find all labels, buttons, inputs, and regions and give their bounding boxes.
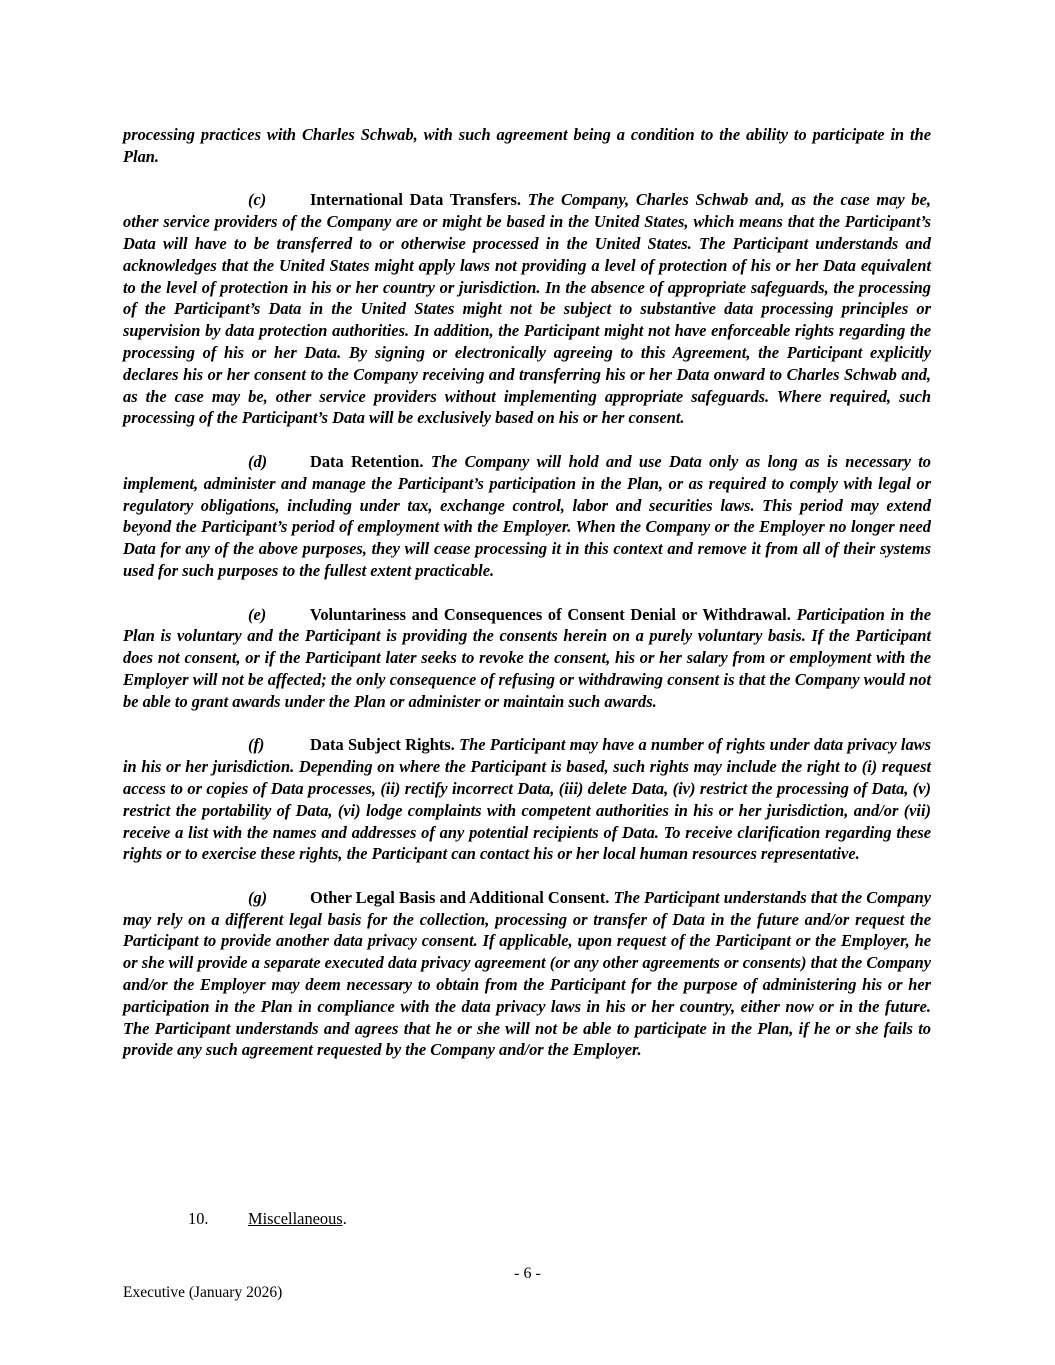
paragraph-d <box>123 451 931 582</box>
paragraph-e <box>123 604 931 713</box>
document-body <box>123 124 931 1083</box>
paragraph-f <box>123 734 931 865</box>
paragraph-label: (g) <box>248 887 268 907</box>
footer-text: Executive (January 2026) <box>123 1284 283 1301</box>
paragraph-body: Participation in the Plan is voluntary and the Participant is providing the consents herein on a purely voluntary basis. If the Participant does not consent, or if the Participant later seeks to revoke the consent, his or her salary from or employment with the Employer will not be affected; the only consequence of refusing or withdrawing consent is that the Company would not be able to grant awards under the Plan or administer or maintain such awards. <box>123 604 931 711</box>
paragraph-heading: Other Legal Basis and Additional Consent. <box>310 887 610 907</box>
paragraph-label: (d) <box>248 451 268 471</box>
paragraph-heading: Data Retention. <box>310 451 424 471</box>
page-number: - 6 - <box>514 1265 541 1282</box>
paragraph-heading: Voluntariness and Consequences of Consent Denial or Withdrawal. <box>310 604 791 624</box>
paragraph-body: The Participant understands that the Company may rely on a different legal basis for the collection, processing or transfer of Data in the future and/or request the Participant to provide another data privacy consent. If applicable, upon request of the Participant or the Employer, he or she will provide a separate executed data privacy agreement (or any other agreements or consents) that the Company and/or the Employer may deem necessary to obtain from the Participant for the purpose of administering his or her participation in the Plan in compliance with the data privacy laws in his or her country, either now or in the future. The Participant understands and agrees that he or she will not be able to participate in the Plan, if he or she fails to provide any such agreement requested by the Company and/or the Employer. <box>123 887 931 1060</box>
paragraph-body: The Company will hold and use Data only as long as is necessary to implement, administer and manage the Participant’s participation in the Plan, or as required to comply with legal or regulatory obligations, including under tax, exchange control, labor and securities laws. This period may extend beyond the Participant’s period of employment with the Employer. When the Company or the Employer no longer need Data for any of the above purposes, they will cease processing it in this context and remove it from all of their systems used for such purposes to the fullest extent practicable. <box>123 451 931 580</box>
paragraph-heading: International Data Transfers. <box>310 190 521 210</box>
paragraph-body: The Company, Charles Schwab and, as the case may be, other service providers of the Company are or might be based in the United States, which means that the Participant’s Data will have to be transferred to or otherwise processed in the United States. The Participant understands and acknowledges that the United States might apply laws not providing a level of protection of his or her Data equivalent to the level of protection in his or her country or jurisdiction. In the absence of appropriate safeguards, the processing of the Participant’s Data in the United States might not be subject to substantive data processing principles or supervision by data protection authorities. In addition, the Participant might not have enforceable rights regarding the processing of his or her Data. By signing or electronically agreeing to this Agreement, the Participant explicitly declares his or her consent to the Company receiving and transferring his or her Data onward to Charles Schwab and, as the case may be, other service providers without implementing appropriate safeguards. Where required, such processing of the Participant’s Data will be exclusively based on his or her consent. <box>123 190 931 428</box>
paragraph-g <box>123 887 931 1061</box>
section-title-suffix: . <box>342 1209 347 1228</box>
intro-paragraph: processing practices with Charles Schwab, with such agreement being a condition to the ability to participate in the Plan. <box>123 125 931 166</box>
paragraph-label: (e) <box>248 604 267 624</box>
paragraph-label: (f) <box>248 735 265 755</box>
paragraph-c <box>123 189 931 429</box>
section-number: 10. <box>188 1209 209 1228</box>
paragraph-heading: Data Subject Rights. <box>310 735 455 755</box>
paragraph-body: The Participant may have a number of rights under data privacy laws in his or her jurisdiction. Depending on where the Participant is based, such rights may include the right to (i) request access to or copies of Data processes, (ii) rectify incorrect Data, (iii) delete Data, (iv) restrict the processing of Data, (v) restrict the portability of Data, (vi) lodge complaints with competent authorities in his or her jurisdiction, and/or (vii) receive a list with the names and addresses of any potential recipients of Data. To receive clarification regarding these rights or to exercise these rights, the Participant can contact his or her local human resources representative. <box>123 735 931 864</box>
paragraph-label: (c) <box>248 190 267 210</box>
section-title: Miscellaneous <box>248 1209 343 1228</box>
section-heading <box>188 1209 347 1229</box>
